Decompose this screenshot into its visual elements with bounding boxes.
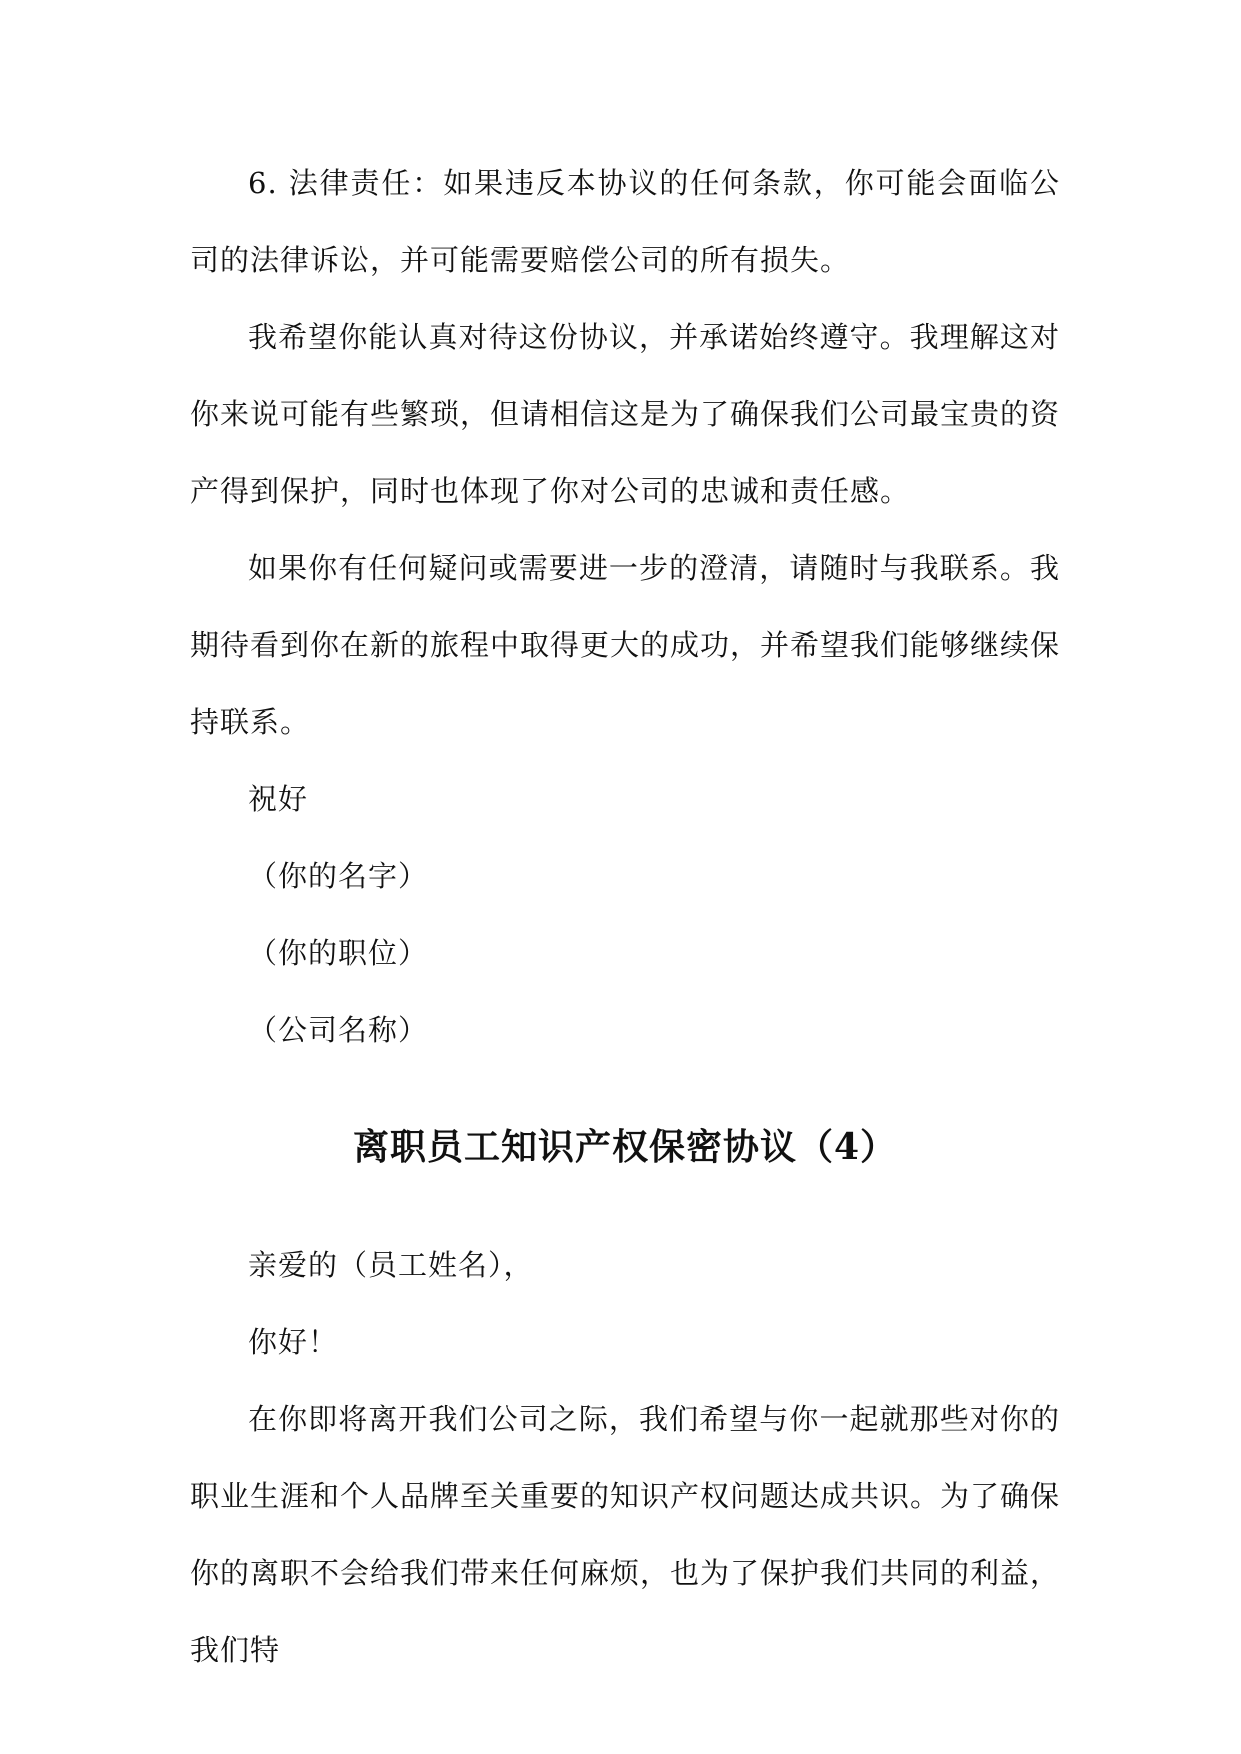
paragraph-intro: 在你即将离开我们公司之际，我们希望与你一起就那些对你的职业生涯和个人品牌至关重要的知识产权问题达成共识。为了确保你的离职不会给我们带来任何麻烦，也为了保护我们共同的利益，我们特 (190, 1402, 1061, 1667)
greeting-line: 你好！ (248, 1325, 339, 1359)
signature-company: （公司名称） (248, 1013, 429, 1047)
document-title: 离职员工知识产权保密协议（4） (352, 1126, 898, 1168)
closing-line: 祝好 (248, 782, 309, 816)
salutation-line: 亲爱的（员工姓名）， (248, 1248, 534, 1282)
paragraph-contact: 如果你有任何疑问或需要进一步的澄清，请随时与我联系。我期待看到你在新的旅程中取得更大的成功，并希望我们能够继续保持联系。 (190, 551, 1061, 739)
signature-position: （你的职位） (248, 936, 429, 970)
signature-name: （你的名字） (248, 859, 429, 893)
paragraph-commitment: 我希望你能认真对待这份协议，并承诺始终遵守。我理解这对你来说可能有些繁琐，但请相信这是为了确保我们公司最宝贵的资产得到保护，同时也体现了你对公司的忠诚和责任感。 (190, 320, 1061, 508)
document-body (190, 145, 1060, 1689)
paragraph-legal-liability: 6. 法律责任：如果违反本协议的任何条款，你可能会面临公司的法律诉讼，并可能需要赔偿公司的所有损失。 (190, 166, 1060, 277)
